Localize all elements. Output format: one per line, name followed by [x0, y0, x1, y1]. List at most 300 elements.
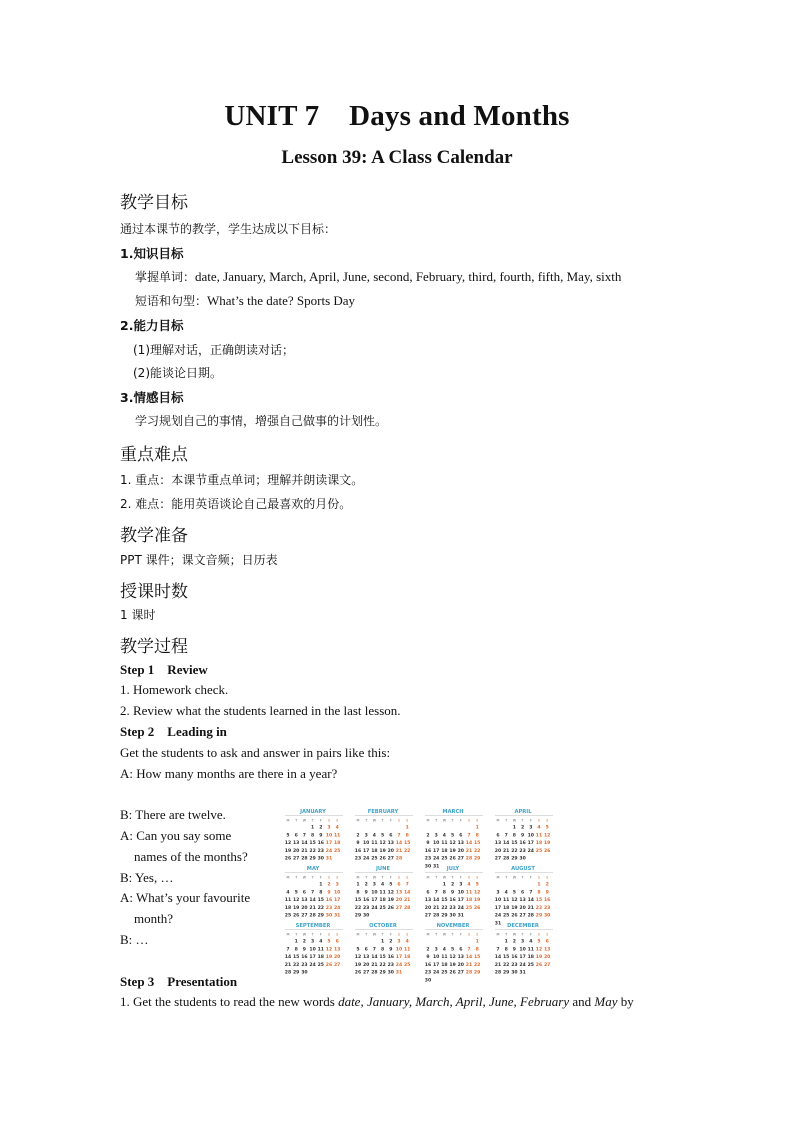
calendar-day: 3 — [397, 939, 401, 945]
calendar-day: 29 — [292, 970, 300, 976]
calendar-day: 30 — [511, 970, 518, 976]
dialogue-line-3: A: Can you say some — [120, 828, 232, 843]
calendar-day: 2 — [356, 833, 360, 839]
calendar-weekday: T — [365, 818, 368, 823]
calendar-day: 24 — [432, 970, 440, 976]
calendar-day: 30 — [301, 970, 308, 976]
calendar-day: 24 — [432, 856, 440, 862]
calendar-day: 14 — [465, 841, 473, 847]
calendar-day: 26 — [292, 913, 300, 919]
calendar-day: 10 — [527, 833, 535, 839]
calendar-day: 25 — [535, 848, 543, 854]
calendar-day: 10 — [325, 833, 333, 839]
calendar-weekday: S — [476, 932, 479, 937]
calendar-day: 16 — [449, 898, 456, 904]
calendar-weekday: S — [397, 875, 401, 880]
calendar-day: 26 — [535, 962, 543, 968]
calendar-day: 27 — [362, 970, 370, 976]
calendar-day: 25 — [333, 848, 341, 854]
calendar-day: 27 — [424, 913, 432, 919]
calendar-day: 3 — [364, 833, 368, 839]
dialogue-line-8: B: … — [120, 932, 149, 947]
calendar-weekday: S — [327, 932, 331, 937]
calendar-day: 15 — [502, 955, 510, 961]
calendar-weekday: T — [435, 818, 438, 823]
calendar-day: 11 — [502, 898, 510, 904]
calendar-day: 5 — [537, 939, 541, 945]
calendar-day: 26 — [284, 856, 292, 862]
calendar-weekday: S — [537, 932, 541, 937]
calendar-day: 31 — [432, 864, 440, 870]
calendar-day: 19 — [535, 955, 543, 961]
calendar-month-august — [495, 866, 553, 927]
calendar-day: 8 — [294, 947, 298, 953]
calendar-day: 5 — [475, 882, 479, 888]
calendar-day: 28 — [494, 970, 502, 976]
calendar-weekday: M — [356, 875, 360, 880]
calendar-day: 26 — [325, 962, 333, 968]
calendar-day: 14 — [494, 955, 502, 961]
calendar-weekday: W — [442, 932, 447, 937]
calendar-day: 8 — [310, 833, 315, 839]
calendar-day: 8 — [442, 890, 447, 896]
calendar-weekday: F — [529, 875, 532, 880]
calendar-day: 14 — [309, 898, 316, 904]
calendar-month-name: JANUARY — [300, 809, 326, 815]
calendar-day: 4 — [442, 833, 447, 839]
year-calendar-image — [283, 804, 557, 984]
calendar-day: 31 — [395, 970, 403, 976]
calendar-day: 29 — [535, 913, 543, 919]
calendar-day: 5 — [389, 882, 393, 888]
calendar-day: 17 — [362, 848, 370, 854]
calendar-day: 23 — [424, 856, 432, 862]
calendar-day: 12 — [387, 890, 395, 896]
calendar-day: 19 — [387, 898, 395, 904]
calendar-day: 9 — [520, 833, 525, 839]
calendar-weekday: M — [356, 818, 360, 823]
calendar-day: 1 — [310, 825, 315, 831]
calendar-day: 19 — [379, 848, 386, 854]
calendar-day: 11 — [465, 890, 473, 896]
calendar-weekday: S — [546, 875, 549, 880]
calendar-day: 20 — [301, 905, 308, 911]
calendar-day: 13 — [362, 955, 370, 961]
calendar-day: 14 — [301, 841, 308, 847]
calendar-weekday: W — [302, 875, 307, 880]
calendar-weekday: M — [426, 875, 430, 880]
knowledge-words — [135, 268, 621, 285]
preparation-text: PPT 课件；课文音频；日历表 — [120, 553, 278, 567]
calendar-day: 30 — [519, 856, 526, 862]
calendar-weekday: S — [537, 818, 541, 823]
calendar-day: 16 — [362, 898, 370, 904]
calendar-day: 25 — [441, 856, 448, 862]
calendar-day: 7 — [405, 882, 409, 888]
calendar-day: 16 — [301, 955, 308, 961]
calendar-day: 26 — [543, 848, 551, 854]
calendar-day: 16 — [317, 841, 325, 847]
words-list: date, January, March, April, June, second, February, third, fourth, fifth, May, sixth — [195, 269, 622, 284]
calendar-weekday: T — [311, 932, 314, 937]
calendar-weekday: W — [442, 818, 447, 823]
step3-line — [120, 994, 634, 1010]
calendar-day: 16 — [424, 848, 432, 854]
calendar-day: 11 — [441, 955, 448, 961]
calendar-day: 17 — [333, 898, 341, 904]
step3-text-start: 1. Get the students to read the new words — [120, 994, 339, 1009]
calendar-day: 7 — [529, 890, 533, 896]
calendar-day: 7 — [397, 833, 401, 839]
calendar-day: 3 — [335, 882, 339, 888]
calendar-day: 10 — [371, 890, 378, 896]
process-heading: 教学过程 — [120, 637, 188, 657]
calendar-day: 20 — [494, 848, 502, 854]
calendar-day: 6 — [364, 947, 368, 953]
calendar-weekday: T — [451, 932, 454, 937]
calendar-day: 18 — [502, 905, 510, 911]
calendar-day: 5 — [294, 890, 298, 896]
calendar-day: 29 — [473, 970, 481, 976]
calendar-day: 19 — [284, 848, 292, 854]
calendar-day: 20 — [519, 905, 526, 911]
calendar-day: 29 — [473, 856, 481, 862]
calendar-weekday: M — [496, 818, 500, 823]
calendar-svg — [283, 804, 557, 984]
calendar-day: 6 — [389, 833, 393, 839]
calendar-month-name: MARCH — [442, 809, 464, 815]
calendar-day: 30 — [317, 856, 325, 862]
calendar-weekday: T — [505, 875, 508, 880]
calendar-day: 9 — [426, 841, 430, 847]
calendar-day: 25 — [379, 905, 386, 911]
lesson-title: Lesson 39: A Class Calendar — [281, 147, 513, 168]
calendar-day: 9 — [545, 890, 549, 896]
step1-item-1: 1. Homework check. — [120, 682, 229, 697]
calendar-day: 21 — [309, 905, 316, 911]
calendar-weekday: W — [512, 932, 517, 937]
calendar-day: 14 — [527, 898, 535, 904]
calendar-day: 22 — [535, 905, 543, 911]
calendar-day: 13 — [494, 841, 502, 847]
calendar-day: 2 — [327, 882, 331, 888]
calendar-day: 27 — [519, 913, 526, 919]
calendar-day: 6 — [520, 890, 525, 896]
calendar-day: 1 — [294, 939, 298, 945]
calendar-day: 11 — [371, 841, 378, 847]
calendar-weekday: T — [435, 875, 438, 880]
calendar-day: 20 — [457, 962, 465, 968]
calendar-day: 22 — [403, 848, 411, 854]
calendar-weekday: T — [505, 818, 508, 823]
calendar-day: 14 — [432, 898, 440, 904]
calendar-day: 9 — [426, 955, 430, 961]
calendar-day: 21 — [465, 848, 473, 854]
calendar-day: 26 — [449, 970, 456, 976]
calendar-day: 15 — [535, 898, 543, 904]
calendar-day: 19 — [473, 898, 481, 904]
calendar-day: 28 — [527, 913, 535, 919]
calendar-day: 11 — [333, 833, 341, 839]
calendar-weekday: F — [319, 818, 322, 823]
calendar-day: 1 — [319, 882, 323, 888]
calendar-day: 16 — [354, 848, 362, 854]
calendar-day: 30 — [424, 978, 432, 984]
calendar-day: 17 — [309, 955, 316, 961]
calendar-weekday: F — [319, 932, 322, 937]
calendar-day: 7 — [496, 947, 500, 953]
calendar-month-name: DECEMBER — [507, 923, 539, 929]
calendar-day: 22 — [354, 905, 362, 911]
calendar-day: 8 — [537, 890, 541, 896]
calendar-weekday: S — [467, 875, 471, 880]
calendar-day: 14 — [465, 955, 473, 961]
calendar-day: 6 — [335, 939, 339, 945]
dialogue-line-1: A: How many months are there in a year? — [120, 766, 338, 781]
calendar-weekday: T — [505, 932, 508, 937]
calendar-day: 22 — [317, 905, 325, 911]
calendar-day: 25 — [527, 962, 535, 968]
calendar-day: 22 — [441, 905, 448, 911]
calendar-day: 6 — [496, 833, 500, 839]
calendar-day: 26 — [473, 905, 481, 911]
calendar-day: 20 — [424, 905, 432, 911]
calendar-day: 25 — [465, 905, 473, 911]
calendar-weekday: W — [512, 818, 517, 823]
step3-label: Step 3 Presentation — [120, 974, 238, 989]
calendar-day: 8 — [405, 833, 409, 839]
calendar-day: 22 — [473, 848, 481, 854]
calendar-month-may — [285, 866, 343, 919]
objectives-heading: 教学目标 — [120, 193, 188, 213]
calendar-weekday: M — [286, 875, 290, 880]
calendar-day: 24 — [325, 848, 333, 854]
calendar-day: 4 — [405, 939, 409, 945]
calendar-weekday: T — [365, 875, 368, 880]
calendar-day: 24 — [362, 856, 370, 862]
calendar-weekday: S — [336, 932, 339, 937]
calendar-day: 4 — [286, 890, 290, 896]
calendar-day: 10 — [432, 955, 440, 961]
calendar-day: 11 — [284, 898, 292, 904]
calendar-day: 28 — [301, 856, 308, 862]
calendar-day: 15 — [473, 955, 481, 961]
calendar-weekday: T — [381, 932, 384, 937]
calendar-day: 17 — [494, 905, 502, 911]
calendar-day: 3 — [372, 882, 377, 888]
calendar-day: 25 — [441, 970, 448, 976]
calendar-weekday: S — [406, 932, 409, 937]
calendar-day: 30 — [543, 913, 551, 919]
calendar-day: 14 — [284, 955, 292, 961]
calendar-day: 16 — [543, 898, 551, 904]
calendar-day: 24 — [494, 913, 502, 919]
calendar-day: 9 — [327, 890, 331, 896]
calendar-day: 9 — [364, 890, 368, 896]
phrases-list: What’s the date? Sports Day — [207, 293, 356, 308]
calendar-day: 28 — [432, 913, 440, 919]
calendar-day: 22 — [511, 848, 518, 854]
calendar-month-july — [425, 866, 483, 919]
calendar-weekday: T — [451, 875, 454, 880]
calendar-weekday: W — [302, 818, 307, 823]
calendar-day: 23 — [362, 905, 370, 911]
hours-text: 1 课时 — [120, 608, 156, 622]
calendar-month-name: APRIL — [514, 809, 532, 815]
calendar-month-november — [425, 923, 483, 984]
calendar-weekday: M — [286, 932, 290, 937]
calendar-day: 30 — [424, 864, 432, 870]
calendar-day: 21 — [432, 905, 440, 911]
calendar-day: 5 — [380, 833, 385, 839]
unit-title: UNIT 7 Days and Months — [224, 100, 570, 132]
calendar-day: 8 — [319, 890, 323, 896]
calendar-day: 6 — [294, 833, 298, 839]
calendar-day: 15 — [309, 841, 316, 847]
calendar-day: 15 — [511, 841, 518, 847]
calendar-day: 15 — [379, 955, 386, 961]
calendar-day: 21 — [301, 848, 308, 854]
calendar-weekday: S — [336, 818, 339, 823]
calendar-day: 19 — [325, 955, 333, 961]
calendar-day: 18 — [371, 848, 378, 854]
calendar-day: 24 — [457, 905, 465, 911]
calendar-weekday: S — [476, 875, 479, 880]
calendar-weekday: T — [365, 932, 368, 937]
calendar-day: 4 — [442, 947, 447, 953]
calendar-weekday: S — [406, 875, 409, 880]
calendar-day: 22 — [379, 962, 386, 968]
calendar-day: 29 — [441, 913, 448, 919]
calendar-day: 1 — [475, 939, 479, 945]
calendar-weekday: T — [381, 818, 384, 823]
step3-text-end: by — [617, 994, 634, 1009]
calendar-day: 23 — [424, 970, 432, 976]
calendar-day: 12 — [449, 955, 456, 961]
calendar-day: 30 — [325, 913, 333, 919]
calendar-day: 11 — [379, 890, 386, 896]
calendar-day: 23 — [387, 962, 395, 968]
calendar-month-june — [355, 866, 413, 919]
calendar-month-march — [425, 809, 483, 870]
calendar-day: 13 — [457, 955, 465, 961]
calendar-day: 27 — [543, 962, 551, 968]
calendar-day: 3 — [327, 825, 331, 831]
calendar-weekday: T — [521, 932, 524, 937]
calendar-day: 12 — [379, 841, 386, 847]
calendar-day: 3 — [459, 882, 463, 888]
calendar-day: 1 — [405, 825, 409, 831]
calendar-weekday: M — [286, 818, 290, 823]
calendar-day: 10 — [432, 841, 440, 847]
calendar-day: 21 — [502, 848, 510, 854]
calendar-day: 3 — [434, 947, 438, 953]
calendar-day: 5 — [356, 947, 360, 953]
ability-heading: 2.能力目标 — [120, 318, 184, 333]
calendar-day: 23 — [519, 848, 526, 854]
calendar-day: 18 — [403, 955, 411, 961]
step3-words: date, January, March, April, June, February — [338, 994, 570, 1009]
calendar-day: 12 — [543, 833, 551, 839]
calendar-day: 28 — [284, 970, 292, 976]
calendar-day: 10 — [519, 947, 526, 953]
calendar-day: 21 — [395, 848, 403, 854]
calendar-day: 2 — [426, 947, 430, 953]
calendar-weekday: F — [459, 932, 462, 937]
calendar-month-january — [285, 809, 343, 862]
calendar-day: 4 — [529, 939, 533, 945]
calendar-day: 6 — [302, 890, 307, 896]
calendar-day: 4 — [467, 882, 471, 888]
calendar-day: 19 — [449, 848, 456, 854]
calendar-weekday: S — [467, 818, 471, 823]
calendar-day: 28 — [403, 905, 411, 911]
calendar-day: 13 — [519, 898, 526, 904]
calendar-day: 12 — [292, 898, 300, 904]
preparation-heading: 教学准备 — [120, 526, 188, 546]
calendar-day: 13 — [543, 947, 551, 953]
calendar-weekday: F — [529, 932, 532, 937]
calendar-day: 27 — [457, 856, 465, 862]
calendar-day: 17 — [457, 898, 465, 904]
calendar-day: 12 — [325, 947, 333, 953]
calendar-day: 14 — [502, 841, 510, 847]
calendar-weekday: W — [442, 875, 447, 880]
calendar-day: 26 — [379, 856, 386, 862]
calendar-day: 15 — [473, 841, 481, 847]
calendar-day: 4 — [504, 890, 508, 896]
calendar-day: 23 — [354, 856, 362, 862]
calendar-day: 27 — [395, 905, 403, 911]
calendar-day: 5 — [327, 939, 331, 945]
calendar-month-name: NOVEMBER — [436, 923, 470, 929]
calendar-day: 13 — [424, 898, 432, 904]
calendar-day: 31 — [325, 856, 333, 862]
calendar-weekday: M — [496, 875, 500, 880]
step1-item-2: 2. Review what the students learned in the last lesson. — [120, 703, 401, 718]
calendar-day: 25 — [502, 913, 510, 919]
calendar-weekday: W — [372, 932, 377, 937]
calendar-month-name: SEPTEMBER — [295, 923, 331, 929]
calendar-day: 2 — [364, 882, 368, 888]
hours-heading: 授课时数 — [120, 582, 188, 602]
calendar-day: 28 — [465, 856, 473, 862]
calendar-day: 8 — [356, 890, 360, 896]
step3-word-may: May — [594, 994, 618, 1009]
calendar-day: 21 — [371, 962, 378, 968]
calendar-day: 29 — [511, 856, 518, 862]
calendar-day: 13 — [387, 841, 395, 847]
calendar-day: 23 — [543, 905, 551, 911]
calendar-day: 18 — [535, 841, 543, 847]
ability-item-1: (1)理解对话，正确朗读对话； — [133, 343, 294, 357]
calendar-day: 17 — [519, 955, 526, 961]
calendar-day: 26 — [511, 913, 518, 919]
calendar-day: 27 — [333, 962, 341, 968]
calendar-month-name: JULY — [446, 866, 460, 872]
calendar-day: 17 — [527, 841, 535, 847]
calendar-day: 2 — [389, 939, 393, 945]
calendar-month-december — [495, 923, 553, 976]
calendar-weekday: T — [311, 875, 314, 880]
calendar-month-name: AUGUST — [511, 866, 535, 872]
calendar-day: 27 — [457, 970, 465, 976]
calendar-day: 8 — [504, 947, 508, 953]
calendar-day: 24 — [371, 905, 378, 911]
calendar-day: 21 — [403, 898, 411, 904]
calendar-day: 5 — [450, 833, 455, 839]
calendar-day: 26 — [387, 905, 395, 911]
